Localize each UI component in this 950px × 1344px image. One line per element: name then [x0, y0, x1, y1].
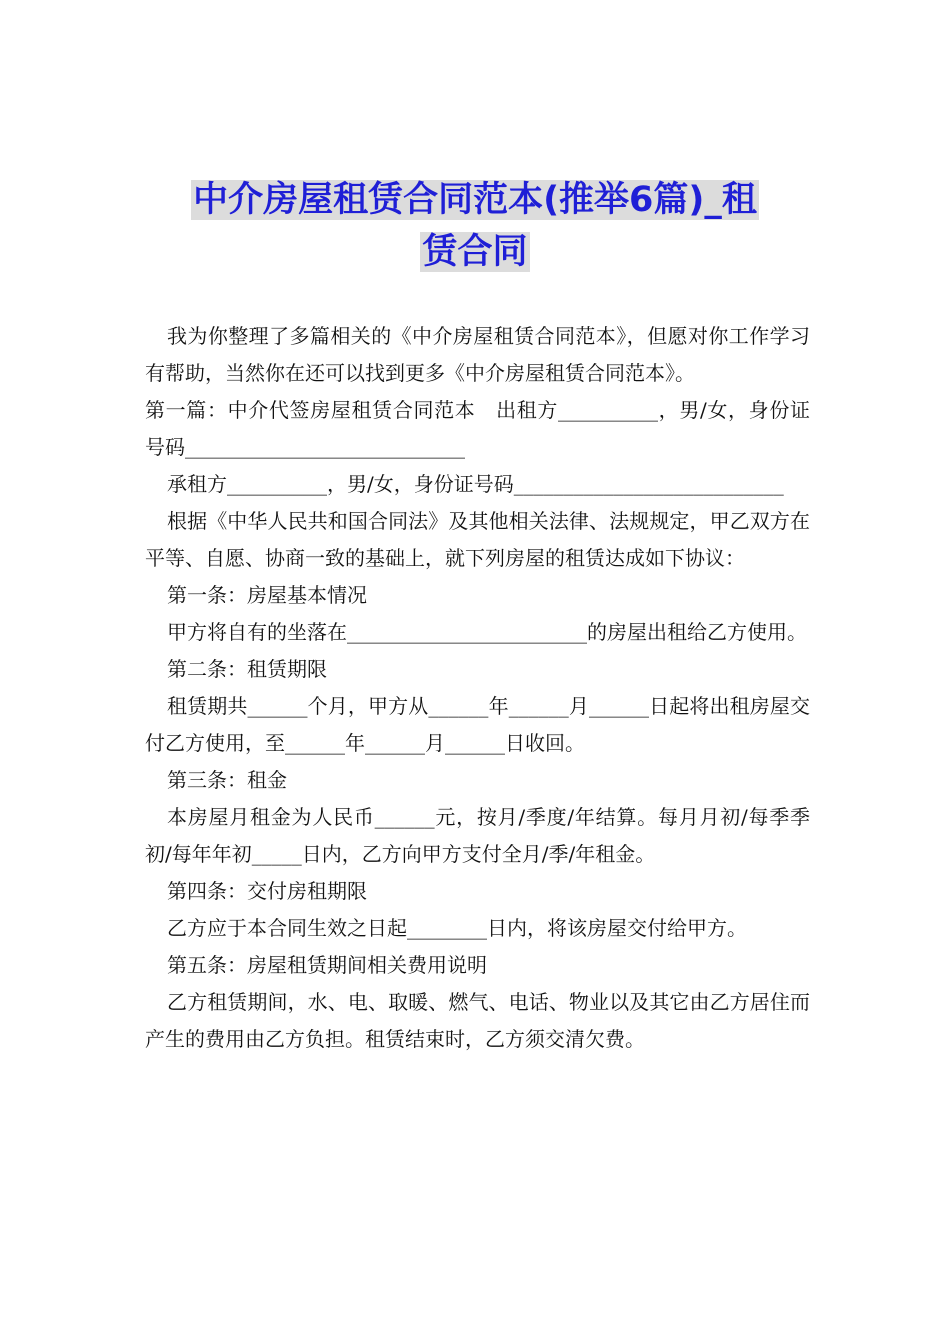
intro-paragraph: 我为你整理了多篇相关的《中介房屋租赁合同范本》，但愿对你工作学习有帮助，当然你在还可以找到更多《中介房屋租赁合同范本》。 — [145, 324, 810, 385]
article-2-text: 租赁期共______个月，甲方从______年______月______日起将出租房屋交付乙方使用，至______年______月______日收回。 — [145, 694, 810, 755]
article-1-heading: 第一条：房屋基本情况 — [167, 583, 367, 607]
preamble-paragraph: 根据《中华人民共和国合同法》及其他相关法律、法规规定，甲乙双方在平等、自愿、协商一致的基础上，就下列房屋的租赁达成如下协议： — [145, 509, 810, 570]
article-3-text: 本房屋月租金为人民币______元，按月/季度/年结算。每月月初/每季季初/每年年初_____日内，乙方向甲方支付全月/季/年租金。 — [145, 805, 810, 866]
chapter-one-heading-paragraph: 第一篇：中介代签房屋租赁合同范本 出租方__________，男/女，身份证号码____________________________ — [145, 398, 810, 459]
title-line-2: 赁合同 — [422, 232, 528, 272]
article-4-heading: 第四条：交付房租期限 — [167, 879, 367, 903]
article-2-heading: 第二条：租赁期限 — [167, 657, 327, 681]
article-1-text: 甲方将自有的坐落在________________________的房屋出租给乙方使用。 — [167, 620, 807, 644]
article-5-text: 乙方租赁期间，水、电、取暖、燃气、电话、物业以及其它由乙方居住而产生的费用由乙方负担。租赁结束时，乙方须交清欠费。 — [145, 990, 810, 1051]
article-4-text: 乙方应于本合同生效之日起________日内，将该房屋交付给甲方。 — [167, 916, 747, 940]
lessee-paragraph: 承租方__________，男/女，身份证号码___________________________ — [167, 472, 784, 496]
document-title — [120, 174, 830, 278]
title-line-1: 中介房屋租赁合同范本(推举6篇)_租 — [193, 180, 757, 220]
article-3-heading: 第三条：租金 — [167, 768, 287, 792]
document-body — [145, 318, 810, 1058]
article-5-heading: 第五条：房屋租赁期间相关费用说明 — [167, 953, 487, 977]
